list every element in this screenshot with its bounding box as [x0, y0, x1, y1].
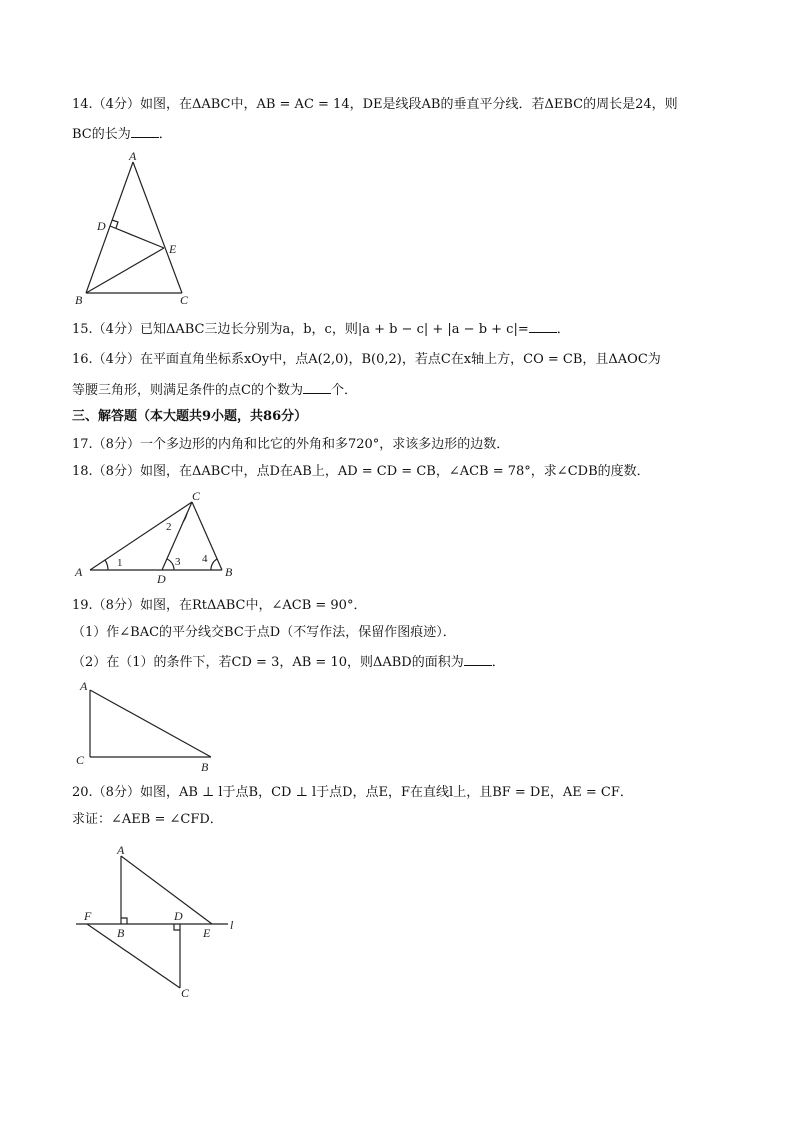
q16-line2-prefix: 等腰三角形，则满足条件的点C的个数为: [72, 383, 303, 398]
q20-text-line2: 求证：∠AEB = ∠CFD．: [72, 812, 223, 827]
q18-label-angle-3: 3: [175, 556, 181, 568]
q14-text-line2: [72, 123, 172, 145]
q15-text-suffix: ．: [556, 322, 570, 337]
q19-label-c: C: [76, 753, 85, 767]
q20-label-f: F: [84, 909, 92, 923]
q20-segment-fc: [87, 924, 180, 988]
q14-segment-ac: [133, 162, 182, 293]
q14-label-d: D: [97, 219, 106, 233]
q20-right-angle-mark-d: [174, 924, 180, 930]
section-3-heading: 三、解答题（本大题共9小题，共86分）: [72, 409, 308, 424]
q20-label-d: D: [174, 909, 183, 923]
q18-label-d: D: [157, 572, 166, 586]
q14-segment-be: [86, 248, 164, 293]
q14-label-b: B: [75, 293, 83, 307]
q20-label-e: E: [203, 926, 211, 940]
q16-text-line1: 16.（4分）在平面直角坐标系xOy中，点A(2,0)，B(0,2)，若点C在x轴上方，CO = CB，且ΔAOC为: [72, 352, 661, 367]
q18-angle-2-arc: [183, 513, 187, 522]
q14-label-e: E: [169, 242, 177, 256]
q18-label-b: B: [225, 565, 233, 579]
q20-label-l: l: [230, 918, 234, 932]
q18-angle-3-arc: [167, 559, 174, 570]
q19-text-line3: [72, 651, 505, 673]
q19-segment-ab: [90, 690, 211, 757]
q19-answer-blank[interactable]: [464, 651, 492, 666]
q14-line2-prefix: BC的长为: [72, 127, 131, 142]
q19-figure: [70, 678, 230, 778]
q19-text-line1: 19.（8分）如图，在RtΔABC中，∠ACB = 90°．: [72, 598, 367, 613]
q16-text-line2: [72, 379, 357, 401]
q19-text-line2: （1）作∠BAC的平分线交BC于点D（不写作法，保留作图痕迹）．: [72, 625, 456, 640]
q19-label-a: A: [80, 679, 88, 693]
q16-answer-blank[interactable]: [303, 379, 331, 394]
q18-angle-4-arc: [211, 559, 217, 570]
q16-line2-suffix: 个．: [330, 383, 357, 398]
q14-figure: [70, 150, 200, 310]
q14-segment-de: [110, 226, 164, 248]
q20-label-b: B: [117, 926, 125, 940]
q19-line3-suffix: ．: [491, 655, 505, 670]
q14-line2-suffix: ．: [158, 127, 172, 142]
q20-text-line1: 20.（8分）如图，AB ⊥ l于点B，CD ⊥ l于点D，点E，F在直线l上，且BF = DE，AE = CF．: [72, 785, 633, 800]
q18-angle-1-arc: [105, 560, 108, 570]
q18-label-angle-1: 1: [117, 557, 123, 569]
q20-label-a: A: [117, 843, 125, 857]
q20-right-angle-mark-b: [121, 918, 127, 924]
q18-figure: [70, 488, 250, 586]
q19-line3-prefix: （2）在（1）的条件下，若CD = 3，AB = 10，则ΔABD的面积为: [72, 655, 464, 670]
q18-label-a: A: [75, 565, 83, 579]
q15-text: [72, 318, 570, 340]
q15-answer-blank[interactable]: [529, 318, 557, 333]
q15-text-prefix: 15.（4分）已知ΔABC三边长分别为a，b，c，则|a + b − c| + |a − b + c|=: [72, 322, 529, 337]
q20-figure: [70, 840, 250, 1000]
q18-label-angle-4: 4: [202, 553, 208, 565]
q14-answer-blank[interactable]: [131, 123, 159, 138]
q17-text: 17.（8分）一个多边形的内角和比它的外角和多720°，求该多边形的边数．: [72, 437, 510, 452]
q18-label-c: C: [192, 489, 201, 503]
q14-text-line1: 14.（4分）如图，在ΔABC中，AB = AC = 14，DE是线段AB的垂直平分线．若ΔEBC的周长是24，则: [72, 97, 678, 112]
q14-label-a: A: [129, 149, 137, 163]
q19-label-b: B: [201, 760, 209, 774]
q18-label-angle-2: 2: [166, 521, 172, 533]
q18-text: 18.（8分）如图，在ΔABC中，点D在AB上，AD = CD = CB，∠ACB = 78°，求∠CDB的度数．: [72, 464, 650, 479]
q20-segment-ae: [121, 856, 212, 924]
q20-label-c: C: [181, 986, 190, 1000]
q14-label-c: C: [180, 293, 189, 307]
q14-segment-ab: [86, 162, 133, 293]
